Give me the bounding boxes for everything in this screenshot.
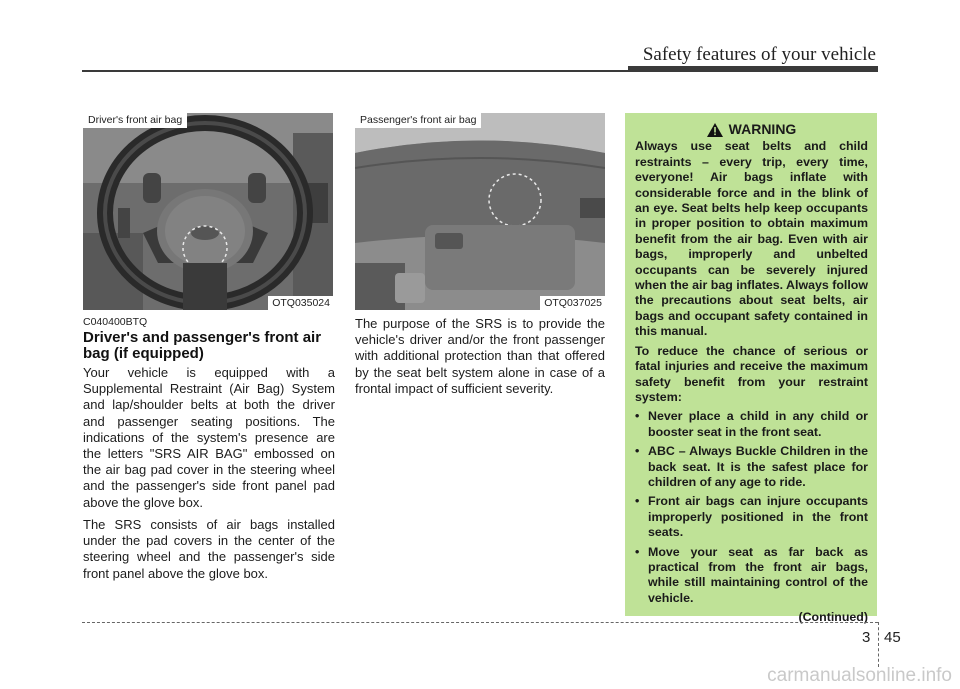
page-number: 45 xyxy=(884,629,901,646)
warning-item: • Front air bags can injure occupants improperly positioned in the front seats. xyxy=(635,494,868,540)
warning-item: • Never place a child in any child or booster seat in the front seat. xyxy=(635,409,868,440)
section-code: C040400BTQ xyxy=(83,316,148,328)
section-heading: Driver's and passenger's front air bag (if equipped) xyxy=(83,329,322,362)
warning-triangle-icon xyxy=(707,123,723,137)
body-paragraph: The purpose of the SRS is to provide the vehicle's driver and/or the front passenger with additional protection than that offered by the seat belt system alone in case of a frontal impact of sufficient severity. xyxy=(355,316,605,396)
figure-label: Passenger's front air bag xyxy=(355,113,481,128)
figure-label: Driver's front air bag xyxy=(83,113,187,128)
watermark: carmanualsonline.info xyxy=(767,665,952,686)
warning-item: • ABC – Always Buckle Children in the back seat. It is the safest place for children of any age to ride. xyxy=(635,444,868,490)
warning-title-text: WARNING xyxy=(728,121,797,137)
warning-item: • Move your seat as far back as practical from the front air bags, while still maintaining control of the vehicle. xyxy=(635,545,868,607)
figure-passenger-airbag xyxy=(355,113,605,310)
steering-wheel-illustration xyxy=(83,113,333,310)
body-paragraph: Your vehicle is equipped with a Supplemental Restraint (Air Bag) System and lap/shoulder belts at both the driver and passenger seating positions. The indications of the system's presence are the letters "SRS AIR BAG" embossed on the air bag pad cover in the steering wheel and the passenger's side front panel pad above the glove box. xyxy=(83,365,335,510)
warning-title xyxy=(635,122,868,137)
warning-box xyxy=(625,113,877,625)
body-paragraph: The SRS consists of air bags installed under the pad covers in the center of the steering wheel and the passenger's side front panel above the glove box. xyxy=(83,517,335,581)
warning-lead: To reduce the chance of serious or fatal injuries and receive the maximum safety benefit from your restraint system: xyxy=(635,343,868,404)
figure-driver-airbag xyxy=(83,113,333,310)
figure-code: OTQ037025 xyxy=(540,296,605,310)
footer-rule xyxy=(82,622,878,623)
warning-list xyxy=(635,409,868,606)
header-rule-tab xyxy=(628,66,878,72)
dashboard-illustration xyxy=(355,113,605,310)
page-header-title: Safety features of your vehicle xyxy=(642,44,876,65)
page-section-number: 3 xyxy=(862,629,871,646)
warning-continued: (Continued) xyxy=(798,610,868,625)
footer-vertical-rule xyxy=(878,622,879,667)
figure-code: OTQ035024 xyxy=(268,296,333,310)
warning-intro: Always use seat belts and child restraints – every trip, every time, everyone! Air bags inflate with considerable force and in the blink of an eye. Seat belts help keep occupants in proper position to obtain maximum benefit from the air bag. Even with air bags, improperly and unbelted occupants can be severely injured when the air bag inflates. Always follow the precautions about seat belts, air bags and occupant safety contained in this manual. xyxy=(635,139,868,339)
